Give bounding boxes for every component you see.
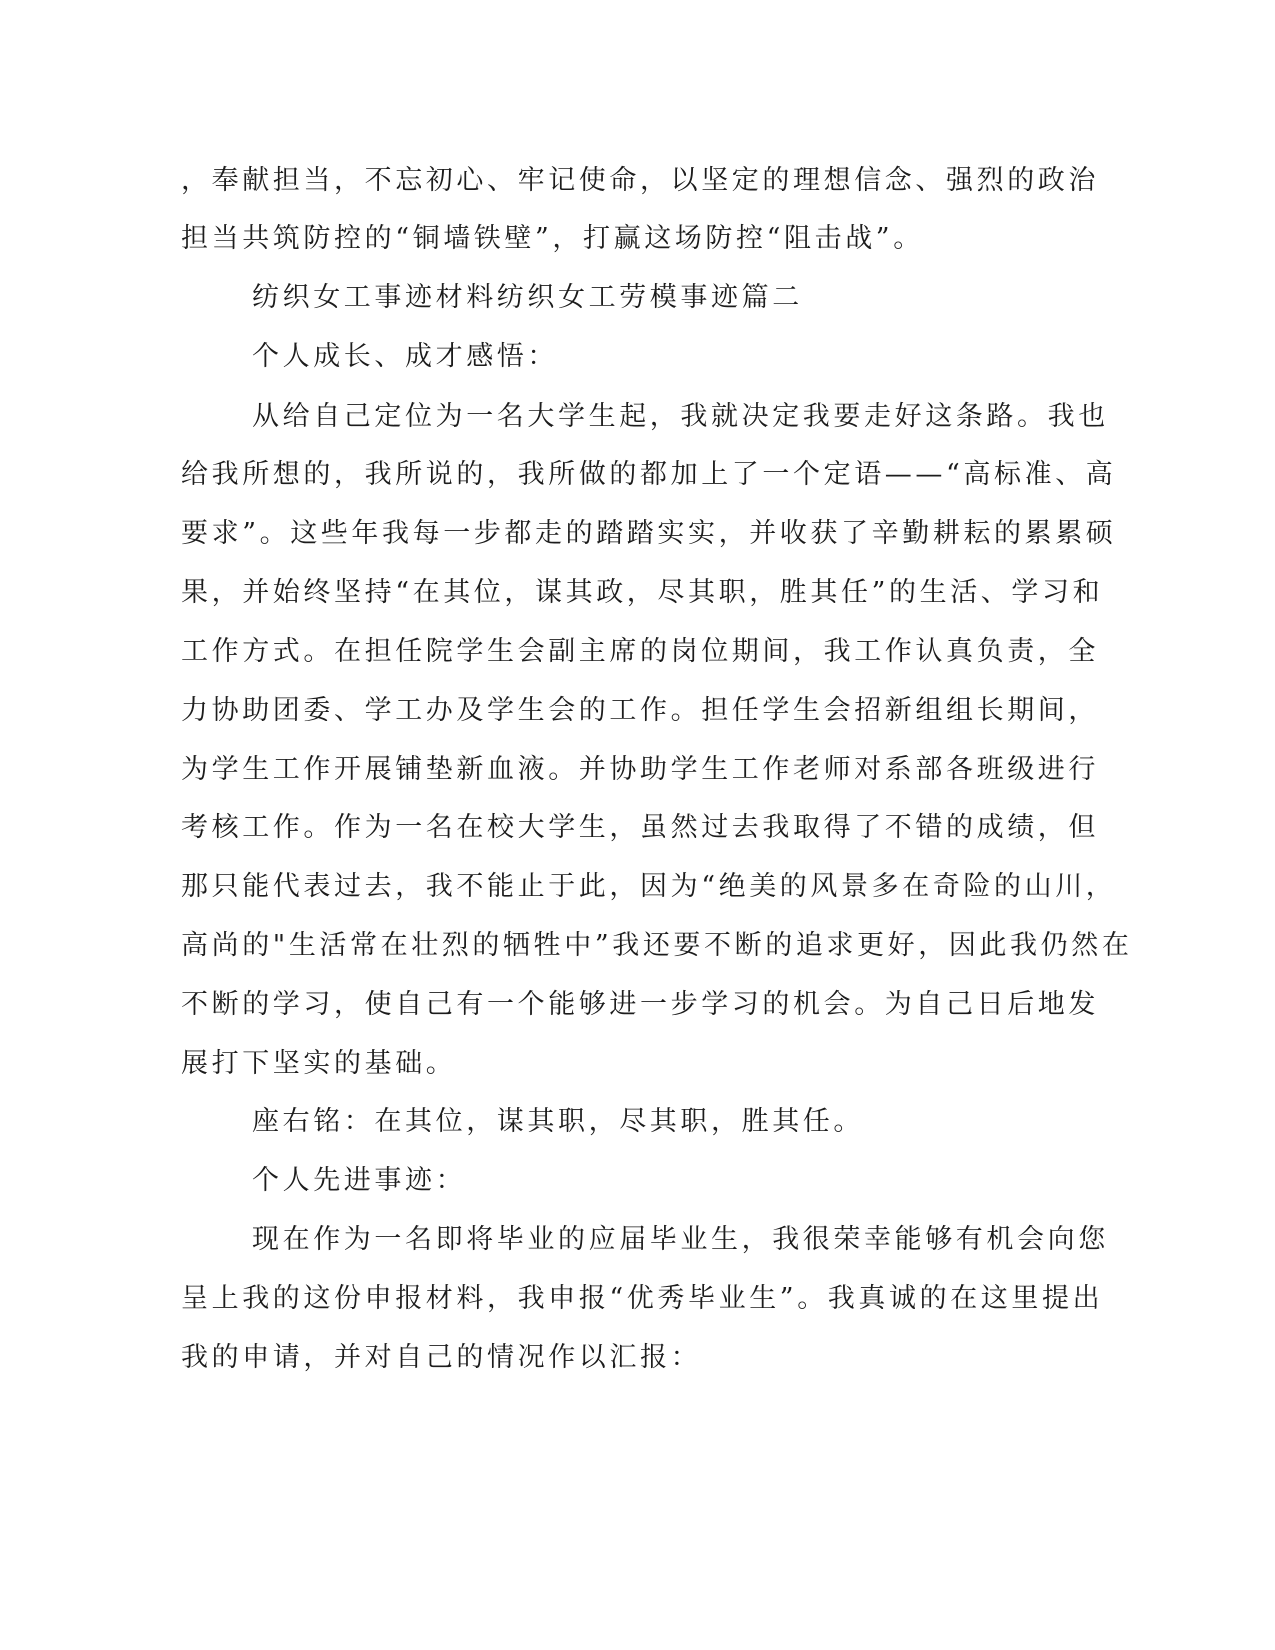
subheading: 个人先进事迹： bbox=[252, 1165, 467, 1196]
paragraph-line: 高尚的"生活常在壮烈的牺牲中”我还要不断的追求更好，因此我仍然在 bbox=[181, 930, 1133, 961]
paragraph-line: 那只能代表过去，我不能止于此，因为“绝美的风景多在奇险的山川， bbox=[181, 871, 1117, 902]
section-heading: 纺织女工事迹材料纺织女工劳模事迹篇二 bbox=[252, 282, 803, 313]
paragraph-line: 我的申请，并对自己的情况作以汇报： bbox=[181, 1342, 702, 1373]
paragraph-line: 现在作为一名即将毕业的应届毕业生，我很荣幸能够有机会向您 bbox=[252, 1224, 1109, 1255]
paragraph-line: 果，并始终坚持“在其位，谋其政，尽其职，胜其任”的生活、学习和 bbox=[181, 577, 1104, 608]
paragraph-line: 考核工作。作为一名在校大学生，虽然过去我取得了不错的成绩，但 bbox=[181, 812, 1099, 843]
paragraph-line: 不断的学习，使自己有一个能够进一步学习的机会。为自己日后地发 bbox=[181, 989, 1099, 1020]
paragraph-line: 担当共筑防控的“铜墙铁壁”，打赢这场防控“阻击战”。 bbox=[181, 223, 924, 254]
paragraph-line: ，奉献担当，不忘初心、牢记使命，以坚定的理想信念、强烈的政治 bbox=[181, 165, 1099, 196]
motto-line: 座右铭：在其位，谋其职，尽其职，胜其任。 bbox=[252, 1106, 864, 1137]
paragraph-line: 给我所想的，我所说的，我所做的都加上了一个定语——“高标准、高 bbox=[181, 459, 1117, 490]
paragraph-line: 力协助团委、学工办及学生会的工作。担任学生会招新组组长期间， bbox=[181, 695, 1099, 726]
paragraph-line: 为学生工作开展铺垫新血液。并协助学生工作老师对系部各班级进行 bbox=[181, 754, 1099, 785]
paragraph-line: 从给自己定位为一名大学生起，我就决定我要走好这条路。我也 bbox=[252, 401, 1109, 432]
paragraph-line: 工作方式。在担任院学生会副主席的岗位期间，我工作认真负责，全 bbox=[181, 636, 1099, 667]
paragraph-line: 展打下坚实的基础。 bbox=[181, 1048, 457, 1079]
paragraph-line: 呈上我的这份申报材料，我申报“优秀毕业生”。我真诚的在这里提出 bbox=[181, 1283, 1104, 1314]
subheading: 个人成长、成才感悟： bbox=[252, 341, 558, 372]
paragraph-line: 要求”。这些年我每一步都走的踏踏实实，并收获了辛勤耕耘的累累硕 bbox=[181, 518, 1117, 549]
